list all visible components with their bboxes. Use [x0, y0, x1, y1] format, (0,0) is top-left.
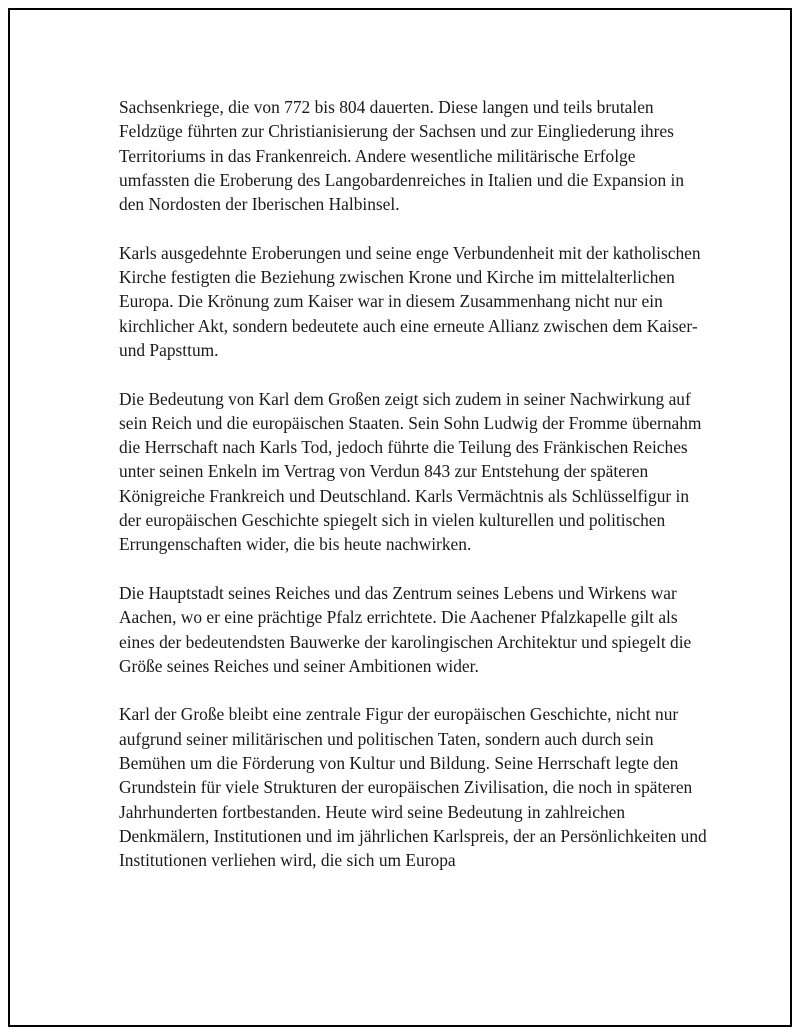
- document-body: [119, 95, 709, 897]
- page-frame: [8, 8, 792, 1027]
- paragraph: Sachsenkriege, die von 772 bis 804 dauerten. Diese langen und teils brutalen Feldzüge führten zur Christianisierung der Sachsen und zur Eingliederung ihres Territoriums in das Frankenreich. Andere wesentliche militärische Erfolge umfassten die Eroberung des Langobardenreiches in Italien und die Expansion in den Nordosten der Iberischen Halbinsel.: [119, 97, 685, 215]
- paragraph: Karls ausgedehnte Eroberungen und seine enge Verbundenheit mit der katholischen Kirche festigten die Beziehung zwischen Krone und Kirche im mittelalterlichen Europa. Die Krönung zum Kaiser war in diesem Zusammenhang nicht nur ein kirchlicher Akt, sondern bedeutete auch eine erneute Allianz zwischen dem Kaiser- und Papsttum.: [119, 242, 701, 360]
- paragraph: Karl der Große bleibt eine zentrale Figur der europäischen Geschichte, nicht nur aufgrund seiner militärischen und politischen Taten, sondern auch durch sein Bemühen um die Förderung von Kultur und Bildung. Seine Herrschaft legte den Grundstein für viele Strukturen der europäischen Zivilisation, die noch in späteren Jahrhunderten fortbestanden. Heute wird seine Bedeutung in zahlreichen Denkmälern, Institutionen und im jährlichen Karlspreis, der an Persönlichkeiten und Institutionen verliehen wird, die sich um Europa: [119, 704, 707, 871]
- paragraph: Die Hauptstadt seines Reiches und das Zentrum seines Lebens und Wirkens war Aachen, wo er eine prächtige Pfalz errichtete. Die Aachener Pfalzkapelle gilt als eines der bedeutendsten Bauwerke der karolingischen Architektur und spiegelt die Größe seines Reiches und seiner Ambitionen wider.: [119, 582, 692, 676]
- paragraph: Die Bedeutung von Karl dem Großen zeigt sich zudem in seiner Nachwirkung auf sein Reich und die europäischen Staaten. Sein Sohn Ludwig der Fromme übernahm die Herrschaft nach Karls Tod, jedoch führte die Teilung des Fränkischen Reiches unter seinen Enkeln im Vertrag von Verdun 843 zur Entstehung der späteren Königreiche Frankreich und Deutschland. Karls Vermächtnis als Schlüsselfigur in der europäischen Geschichte spiegelt sich in vielen kulturellen und politischen Errungenschaften wider, die bis heute nachwirken.: [119, 388, 702, 555]
